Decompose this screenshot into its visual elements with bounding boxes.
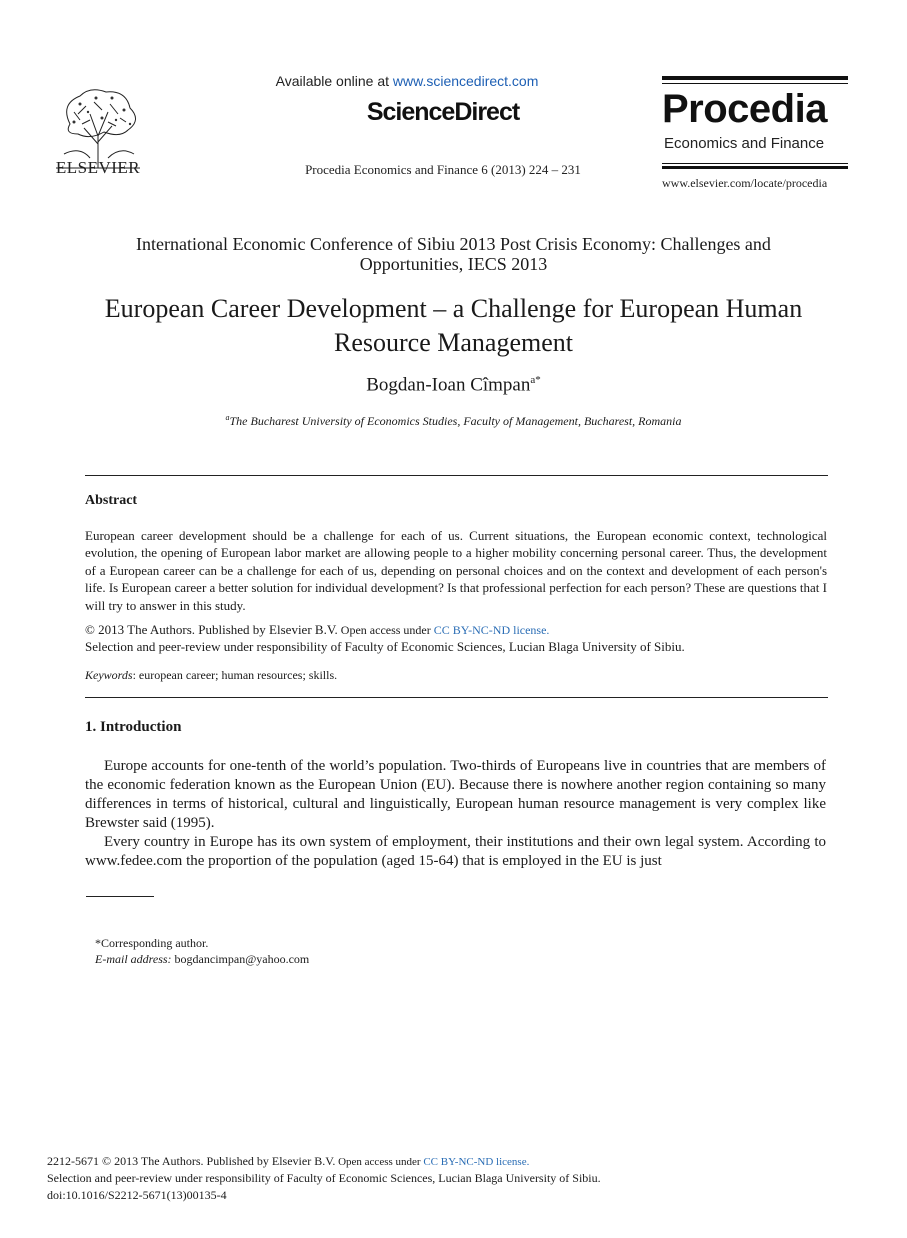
keywords-label: Keywords — [85, 668, 133, 682]
section-rule — [85, 475, 828, 476]
procedia-rule — [662, 163, 848, 164]
affiliation-mark: a — [225, 413, 230, 422]
procedia-url[interactable]: www.elsevier.com/locate/procedia — [662, 176, 828, 190]
conference-name: International Economic Conference of Sibiu 2013 Post Crisis Economy: Challenges and Opportunities, IECS 2013 — [136, 234, 771, 274]
introduction-paragraph: Every country in Europe has its own system of employment, their institutions and their own legal system. According to www.fedee.com the proportion of the population (aged 15-64) that is employed in the EU is just — [85, 834, 826, 869]
footer-issn-text: 2212-5671 © 2013 The Authors. Published by Elsevier B.V. — [47, 1154, 336, 1168]
footer-open-access-text: Open access under — [335, 1156, 424, 1168]
introduction-body — [85, 757, 826, 871]
section-rule — [85, 697, 828, 698]
footer-license-link[interactable]: CC BY-NC-ND license. — [423, 1156, 530, 1168]
footer-doi[interactable]: doi:10.1016/S2212-5671(13)00135-4 — [47, 1188, 227, 1202]
keywords-list: : european career; human resources; skills. — [132, 668, 338, 682]
abstract-heading: Abstract — [85, 493, 138, 508]
footer-review-statement: Selection and peer-review under responsibility of Faculty of Economic Sciences, Lucian Blaga University of Sibiu. — [47, 1171, 601, 1185]
email-address[interactable]: bogdancimpan@yahoo.com — [171, 952, 310, 966]
elsevier-wordmark: ELSEVIER — [55, 158, 141, 177]
footer-issn-line — [47, 1154, 529, 1169]
paper-title: European Career Development – a Challenge for European Human Resource Management — [104, 294, 803, 357]
procedia-subtitle: Economics and Finance — [664, 135, 825, 152]
copyright-text: © 2013 The Authors. Published by Elsevier B.V. — [85, 622, 338, 637]
introduction-heading: 1. Introduction — [85, 719, 182, 735]
open-access-text: Open access under — [337, 623, 434, 637]
journal-citation: Procedia Economics and Finance 6 (2013) 224 – 231 — [305, 162, 581, 177]
affiliation-line — [100, 413, 807, 429]
sciencedirect-link[interactable]: www.sciencedirect.com — [392, 73, 539, 89]
email-label: E-mail address: — [95, 952, 172, 966]
sciencedirect-logo: ScienceDirect — [366, 98, 520, 126]
procedia-logo: Procedia — [662, 87, 827, 131]
peer-review-statement: Selection and peer-review under responsibility of Faculty of Economic Sciences, Lucian Blaga University of Sibiu. — [85, 639, 685, 654]
keywords-line — [85, 668, 827, 683]
procedia-rule — [662, 83, 848, 84]
copyright-line — [85, 622, 827, 638]
email-line — [95, 952, 309, 967]
affiliation-text: The Bucharest University of Economics Studies, Faculty of Management, Bucharest, Romania — [229, 414, 682, 428]
introduction-paragraph: Europe accounts for one-tenth of the world’s population. Two-thirds of Europeans live in countries that are members of the economic federation known as the European Union (EU). Because there is nowhere another region containing so many differences in terms of historical, cultural and linguistically, European human resource management is very complex like Brewster said (1995). — [85, 758, 826, 831]
available-prefix: Available online at — [275, 73, 393, 89]
author-name: Bogdan-Ioan Cîmpan — [366, 374, 531, 396]
author-marks: a* — [530, 374, 541, 386]
procedia-rule — [662, 166, 848, 169]
author-line — [200, 374, 707, 396]
license-link[interactable]: CC BY-NC-ND license. — [433, 623, 550, 637]
abstract-text: European career development should be a challenge for each of us. Current situations, the European economic context, technological evolution, the opening of European labor market are allowing people to a higher mobility concerning personal career. Thus, the development of a European career can be a challenge for each of us, depending on personal choices and on the context and development of each person's life. Is European career a better solution for individual development? Is that professional perfection for each person? These are questions that I will try to answer in this study. — [85, 528, 827, 613]
footnote-rule — [86, 896, 154, 897]
available-online-line — [200, 73, 614, 89]
corresponding-author-note: *Corresponding author. — [95, 936, 209, 950]
procedia-rule — [662, 76, 848, 80]
